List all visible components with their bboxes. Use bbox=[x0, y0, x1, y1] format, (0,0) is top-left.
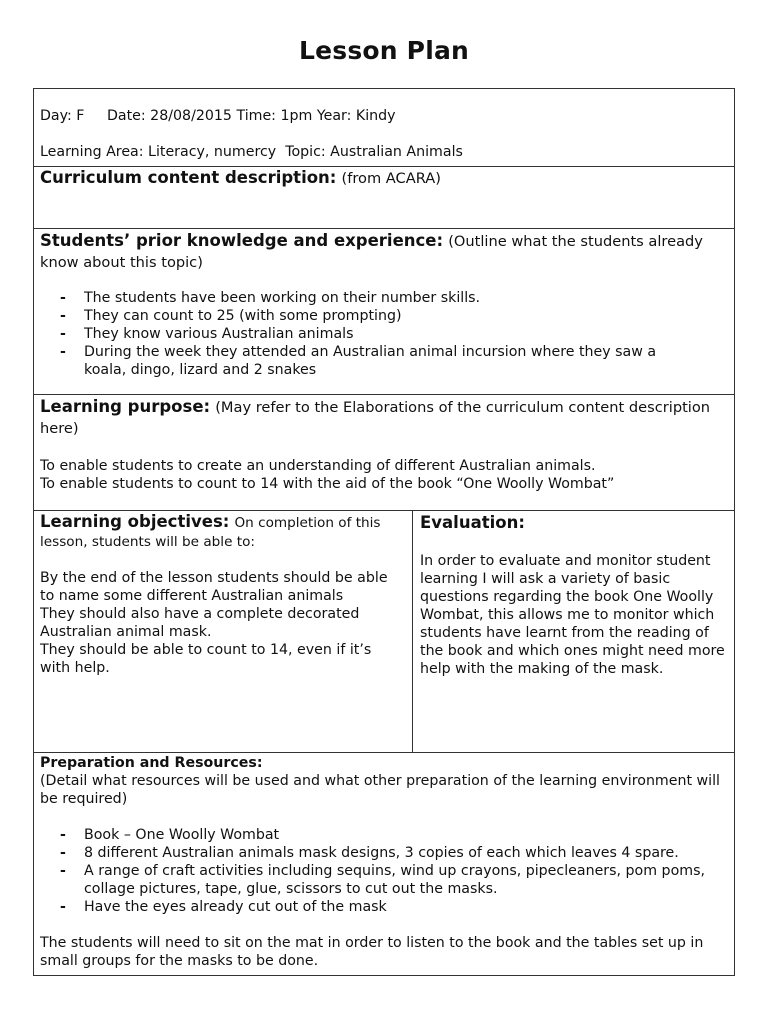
prior-list bbox=[40, 289, 680, 379]
purpose-note: (May refer to the Elaborations of the curriculum content description here) bbox=[40, 399, 711, 437]
list-item: - During the week they attended an Australian animal incursion where they saw a koala, dingo, lizard and 2 snakes bbox=[60, 344, 657, 378]
evaluation-heading: Evaluation: bbox=[420, 513, 525, 532]
prior-knowledge-section bbox=[40, 231, 720, 379]
info-section bbox=[40, 107, 730, 161]
page-title: Lesson Plan bbox=[298, 36, 470, 65]
purpose-line: To enable students to count to 14 with the aid of the book “One Woolly Wombat” bbox=[40, 476, 615, 492]
objectives-note: On completion of this lesson, students will be able to: bbox=[40, 515, 381, 550]
row-divider bbox=[34, 166, 734, 167]
prior-heading: Students’ prior knowledge and experience: bbox=[40, 231, 444, 250]
objective-line: They should also have a complete decorated Australian animal mask. bbox=[40, 606, 360, 640]
curriculum-heading: Curriculum content description: bbox=[40, 168, 337, 187]
list-item: - Have the eyes already cut out of the mask bbox=[60, 899, 387, 915]
purpose-line: To enable students to create an understanding of different Australian animals. bbox=[40, 458, 596, 474]
list-item: - Book – One Woolly Wombat bbox=[60, 827, 280, 843]
objective-line: They should be able to count to 14, even if it’s with help. bbox=[40, 642, 372, 676]
resources-list bbox=[40, 826, 730, 916]
objectives-heading: Learning objectives: bbox=[40, 512, 230, 531]
curriculum-section bbox=[40, 168, 730, 187]
row-divider bbox=[34, 510, 734, 511]
list-item: - The students have been working on their number skills. bbox=[60, 290, 481, 306]
info-area-topic-line: Learning Area: Literacy, numercy Topic: Australian Animals bbox=[40, 144, 463, 160]
evaluation-text: In order to evaluate and monitor student learning I will ask a variety of basic questions regarding the book One Woolly Wombat, this allows me to monitor which students have learnt from the reading of the book and which ones might need more help with the making of the mask. bbox=[420, 553, 725, 677]
lesson-plan-table bbox=[33, 88, 735, 976]
list-item: - 8 different Australian animals mask designs, 3 copies of each which leaves 4 spare. bbox=[60, 845, 679, 861]
preparation-closing: The students will need to sit on the mat in order to listen to the book and the tables set up in small groups for the masks to be done. bbox=[40, 935, 704, 969]
learning-purpose-section bbox=[40, 397, 720, 493]
preparation-section bbox=[40, 754, 730, 970]
row-divider bbox=[34, 228, 734, 229]
objective-line: By the end of the lesson students should be able to name some different Australian animals bbox=[40, 570, 388, 604]
list-item: - They can count to 25 (with some prompting) bbox=[60, 308, 402, 324]
info-day-date-line: Day: F Date: 28/08/2015 Time: 1pm Year: Kindy bbox=[40, 108, 396, 124]
preparation-heading: Preparation and Resources: bbox=[40, 755, 263, 771]
learning-objectives-section bbox=[40, 513, 404, 677]
row-divider bbox=[34, 394, 734, 395]
column-divider bbox=[412, 510, 413, 752]
row-divider bbox=[34, 752, 734, 753]
prior-note: (Outline what the students already know about this topic) bbox=[40, 233, 703, 271]
purpose-heading: Learning purpose: bbox=[40, 397, 211, 416]
list-item: - They know various Australian animals bbox=[60, 326, 354, 342]
curriculum-note: (from ACARA) bbox=[341, 170, 441, 187]
evaluation-section bbox=[420, 513, 732, 678]
preparation-note: (Detail what resources will be used and what other preparation of the learning environment will be required) bbox=[40, 773, 720, 807]
list-item: - A range of craft activities including sequins, wind up crayons, pipecleaners, pom poms, collage pictures, tape, glue, scissors to cut out the masks. bbox=[60, 863, 705, 897]
